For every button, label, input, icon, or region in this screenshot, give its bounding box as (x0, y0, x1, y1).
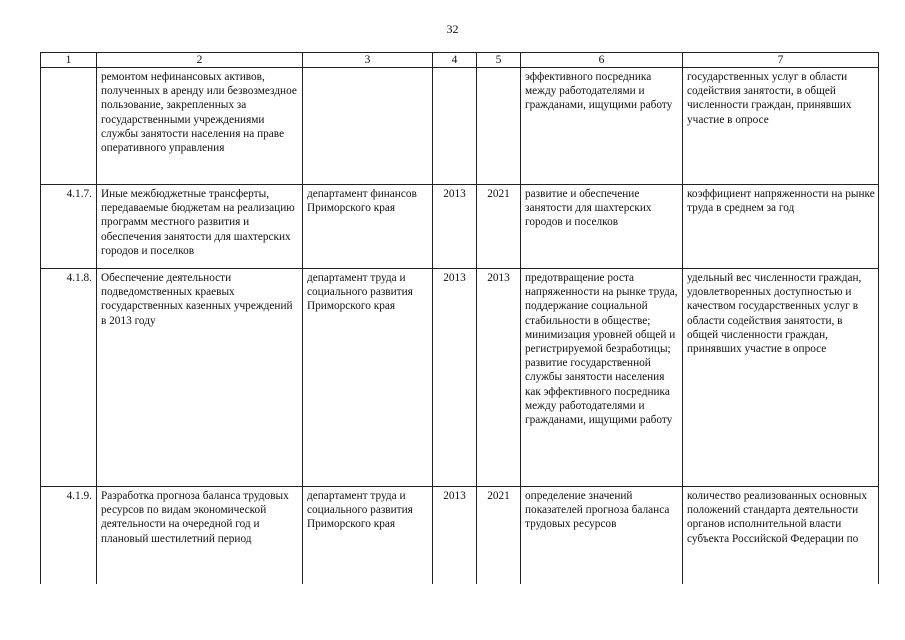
indicator: коэффициент напряженности на рынке труда в среднем за год (683, 185, 879, 269)
row-id: 4.1.7. (41, 185, 97, 269)
table-row (41, 68, 879, 185)
column-header: 2 (97, 53, 303, 68)
table-header-row (41, 53, 879, 68)
column-header: 5 (477, 53, 521, 68)
table-row (41, 185, 879, 269)
page-number: 32 (446, 22, 459, 36)
table-row (41, 269, 879, 487)
measure-name: Обеспечение деятельности подведомственных краевых государственных казенных учреждений в 2013 году (97, 269, 303, 487)
measures-table (40, 52, 879, 584)
indicator: удельный вес численности граждан, удовлетворенных доступностью и качеством государственных услуг в области содействия занятости, в общей численности граждан, принявших участие в опросе (683, 269, 879, 487)
expected-result: предотвращение роста напряженности на рынке труда, поддержание социальной стабильности в обществе; минимизация уровней общей и регистрируемой безработицы; развитие государственной службы занятости населения как эффективного посредника между работодателями и гражданами, ищущими работу (521, 269, 683, 487)
column-header: 1 (41, 53, 97, 68)
indicator: государственных услуг в области содействия занятости, в общей численности граждан, принявших участие в опросе (683, 68, 879, 185)
column-header: 6 (521, 53, 683, 68)
row-id (41, 68, 97, 185)
start-year: 2013 (433, 185, 477, 269)
indicator: количество реализованных основных положений стандарта деятельности органов исполнительной власти субъекта Российской Федерации по (687, 490, 868, 545)
measure-name: Разработка прогноза баланса трудовых ресурсов по видам экономической деятельности на очередной год и плановый шестилетний период (97, 487, 303, 585)
executor: департамент труда и социального развития Приморского края (303, 487, 433, 585)
end-year: 2013 (477, 269, 521, 487)
expected-result: определение значений показателей прогноза баланса трудовых ресурсов (521, 487, 683, 585)
indicator-cell (683, 487, 879, 585)
executor: департамент финансов Приморского края (303, 185, 433, 269)
row-id: 4.1.8. (41, 269, 97, 487)
executor (303, 68, 433, 185)
column-header: 7 (683, 53, 879, 68)
end-year: 2021 (477, 185, 521, 269)
measure-name: ремонтом нефинансовых активов, полученных в аренду или безвозмездное пользование, закрепленных за государственными учреждениями службы занятости населения на праве оперативного управления (97, 68, 303, 185)
row-id: 4.1.9. (41, 487, 97, 585)
expected-result: эффективного посредника между работодателями и гражданами, ищущими работу (521, 68, 683, 185)
end-year (477, 68, 521, 185)
executor: департамент труда и социального развития Приморского края (303, 269, 433, 487)
end-year: 2021 (477, 487, 521, 585)
table-row (41, 487, 879, 585)
column-header: 4 (433, 53, 477, 68)
measure-name: Иные межбюджетные трансферты, передаваемые бюджетам на реализацию программ местного развития и обеспечения занятости для шахтерских городов и поселков (97, 185, 303, 269)
start-year: 2013 (433, 487, 477, 585)
start-year (433, 68, 477, 185)
column-header: 3 (303, 53, 433, 68)
start-year: 2013 (433, 269, 477, 487)
expected-result: развитие и обеспечение занятости для шахтерских городов и поселков (521, 185, 683, 269)
